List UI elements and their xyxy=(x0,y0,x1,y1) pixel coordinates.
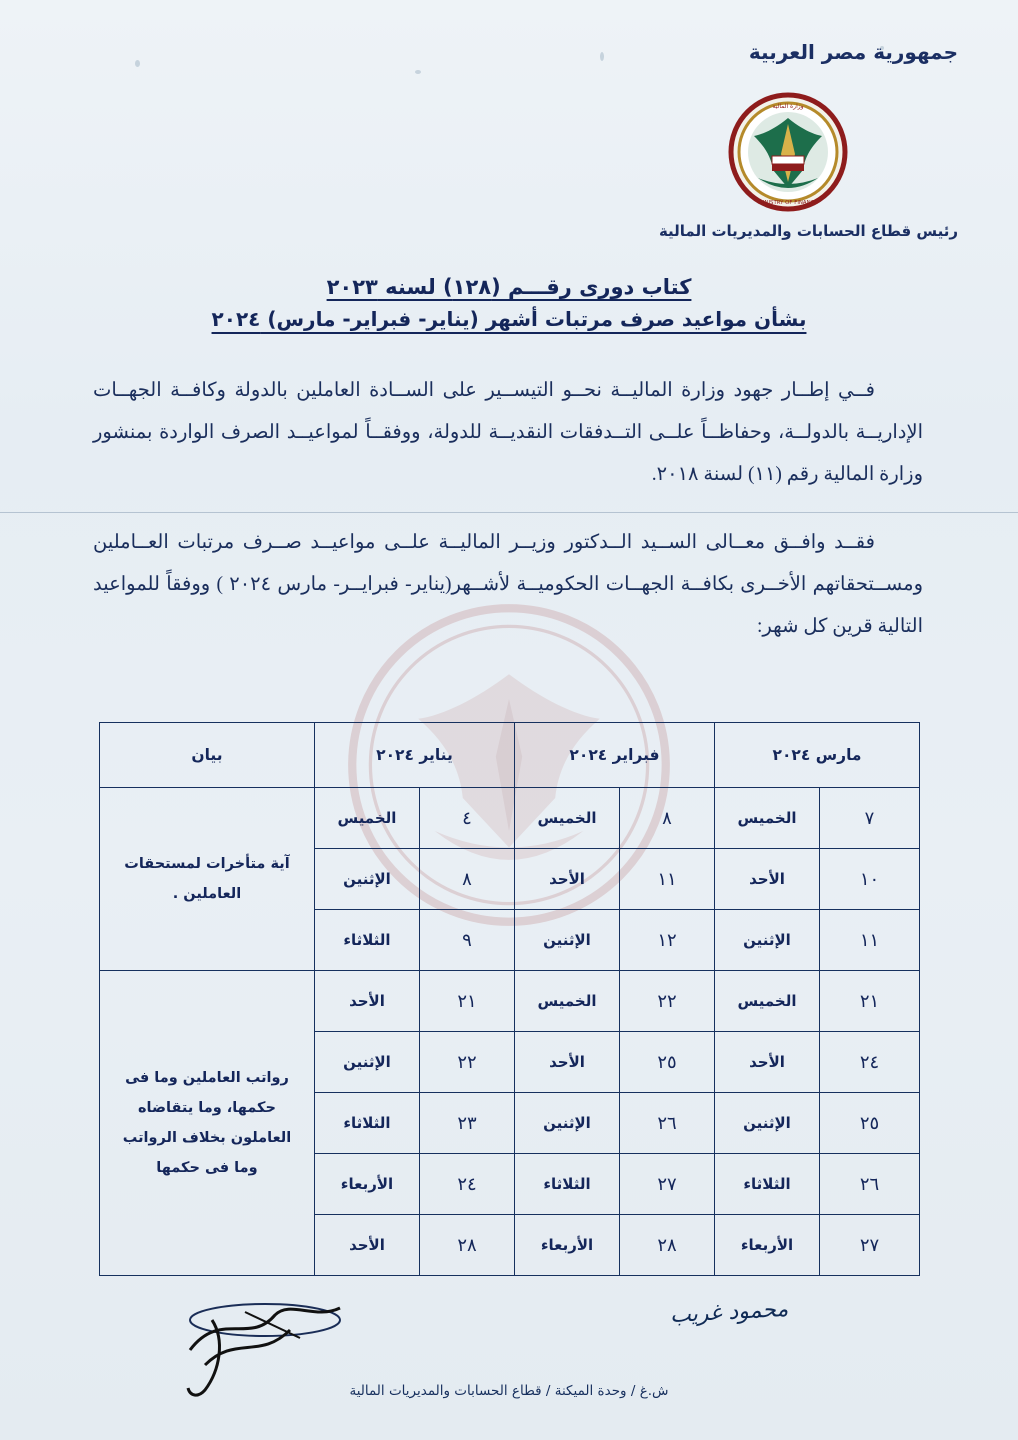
march-date: ٢٧ xyxy=(820,1215,920,1276)
february-day: الإثنين xyxy=(514,910,619,971)
ministry-of-finance-emblem-icon xyxy=(728,92,848,212)
february-date: ٢٧ xyxy=(620,1154,715,1215)
table-row xyxy=(99,788,919,849)
salary-schedule-table xyxy=(99,722,920,1276)
february-day: الأحد xyxy=(514,1032,619,1093)
march-date: ٢٥ xyxy=(820,1093,920,1154)
statement-group-2: رواتب العاملين وما فى حكمها، وما يتقاضاه العاملون بخلاف الرواتب وما فى حكمها xyxy=(99,971,314,1276)
document-title-line-2: بشأن مواعيد صرف مرتبات أشهر (يناير- فبراير- مارس) ٢٠٢٤ xyxy=(211,307,807,331)
body-paragraph-1: فــي إطــار جهود وزارة الماليــة نحــو التيســير على الســادة العاملين بالدولة وكافــة الجهــات الإداريــة بالدولــة، وحفاظــاً علــى التــدفقات النقديــة للدولة، ووفقــاً لمواعيــد الصرف الواردة بمنشور وزارة المالية رقم (١١) لسنة ٢٠١٨. xyxy=(93,380,923,485)
february-date: ٢٨ xyxy=(620,1215,715,1276)
title-number: ١٢٨ xyxy=(452,275,492,299)
january-date: ٢١ xyxy=(419,971,514,1032)
svg-text:MINISTRY OF FINANCE: MINISTRY OF FINANCE xyxy=(758,200,818,206)
march-day: الثلاثاء xyxy=(715,1154,820,1215)
table-row xyxy=(99,971,919,1032)
title-prefix: كتاب دورى رقـــم ( xyxy=(491,275,692,299)
february-date: ٨ xyxy=(620,788,715,849)
march-day: الخميس xyxy=(715,788,820,849)
january-date: ٩ xyxy=(419,910,514,971)
salary-schedule-table-wrapper xyxy=(100,722,920,1276)
march-day: الأحد xyxy=(715,849,820,910)
march-date: ١٠ xyxy=(820,849,920,910)
footer-note: ش.غ / وحدة الميكنة / قطاع الحسابات والمديريات المالية xyxy=(349,1383,669,1399)
february-date: ٢٥ xyxy=(620,1032,715,1093)
february-day: الأحد xyxy=(514,849,619,910)
january-date: ٢٨ xyxy=(419,1215,514,1276)
paper-fold-line xyxy=(0,512,1018,513)
table-header-march: مارس ٢٠٢٤ xyxy=(715,723,920,788)
march-date: ١١ xyxy=(820,910,920,971)
table-header-row xyxy=(99,723,919,788)
february-date: ١٢ xyxy=(620,910,715,971)
paper-speck xyxy=(135,60,140,67)
february-date: ١١ xyxy=(620,849,715,910)
document-title-block xyxy=(0,275,1018,331)
body-paragraph-2: فقــد وافــق معــالى الســيد الــدكتور وزيــر الماليــة علــى مواعيــد صــرف مرتبات العــاملين ومســتحقاتهم الأخــرى بكافــة الجهــات الحكوميــة لأشــهر(يناير- فبرايــر- مارس ٢٠٢٤ ) ووفقاً للمواعيد التالية قرين كل شهر: xyxy=(93,532,923,637)
march-day: الإثنين xyxy=(715,910,820,971)
header-department-title: رئيس قطاع الحسابات والمديريات المالية xyxy=(658,222,958,240)
january-day: الأحد xyxy=(314,1215,419,1276)
january-day: الثلاثاء xyxy=(314,1093,419,1154)
march-date: ٧ xyxy=(820,788,920,849)
january-day: الإثنين xyxy=(314,1032,419,1093)
january-date: ٢٤ xyxy=(419,1154,514,1215)
march-day: الأحد xyxy=(715,1032,820,1093)
march-date: ٢٦ xyxy=(820,1154,920,1215)
january-day: الإثنين xyxy=(314,849,419,910)
march-date: ٢١ xyxy=(820,971,920,1032)
table-header-january: يناير ٢٠٢٤ xyxy=(314,723,514,788)
march-day: الإثنين xyxy=(715,1093,820,1154)
january-day: الخميس xyxy=(314,788,419,849)
table-header-statement: بيان xyxy=(99,723,314,788)
title-suffix: ) لسنه ٢٠٢٣ xyxy=(326,275,453,299)
table-header-february: فبراير ٢٠٢٤ xyxy=(514,723,714,788)
january-date: ٨ xyxy=(419,849,514,910)
february-date: ٢٢ xyxy=(620,971,715,1032)
february-day: الأربعاء xyxy=(514,1215,619,1276)
january-day: الأربعاء xyxy=(314,1154,419,1215)
paper-speck xyxy=(600,52,604,61)
march-day: الخميس xyxy=(715,971,820,1032)
statement-group-1: آية متأخرات لمستحقات العاملين . xyxy=(99,788,314,971)
january-date: ٢٢ xyxy=(419,1032,514,1093)
document-title-line-1 xyxy=(0,275,1018,299)
january-day: الثلاثاء xyxy=(314,910,419,971)
february-date: ٢٦ xyxy=(620,1093,715,1154)
january-day: الأحد xyxy=(314,971,419,1032)
handwritten-signature-name: محمود غريب xyxy=(669,1296,789,1329)
january-date: ٢٣ xyxy=(419,1093,514,1154)
march-date: ٢٤ xyxy=(820,1032,920,1093)
february-day: الخميس xyxy=(514,971,619,1032)
header-country-title: جمهورية مصر العربية xyxy=(748,40,958,64)
svg-text:وزارة المالية: وزارة المالية xyxy=(772,103,804,110)
february-day: الخميس xyxy=(514,788,619,849)
paper-speck xyxy=(415,70,421,74)
february-day: الثلاثاء xyxy=(514,1154,619,1215)
february-day: الإثنين xyxy=(514,1093,619,1154)
january-date: ٤ xyxy=(419,788,514,849)
march-day: الأربعاء xyxy=(715,1215,820,1276)
